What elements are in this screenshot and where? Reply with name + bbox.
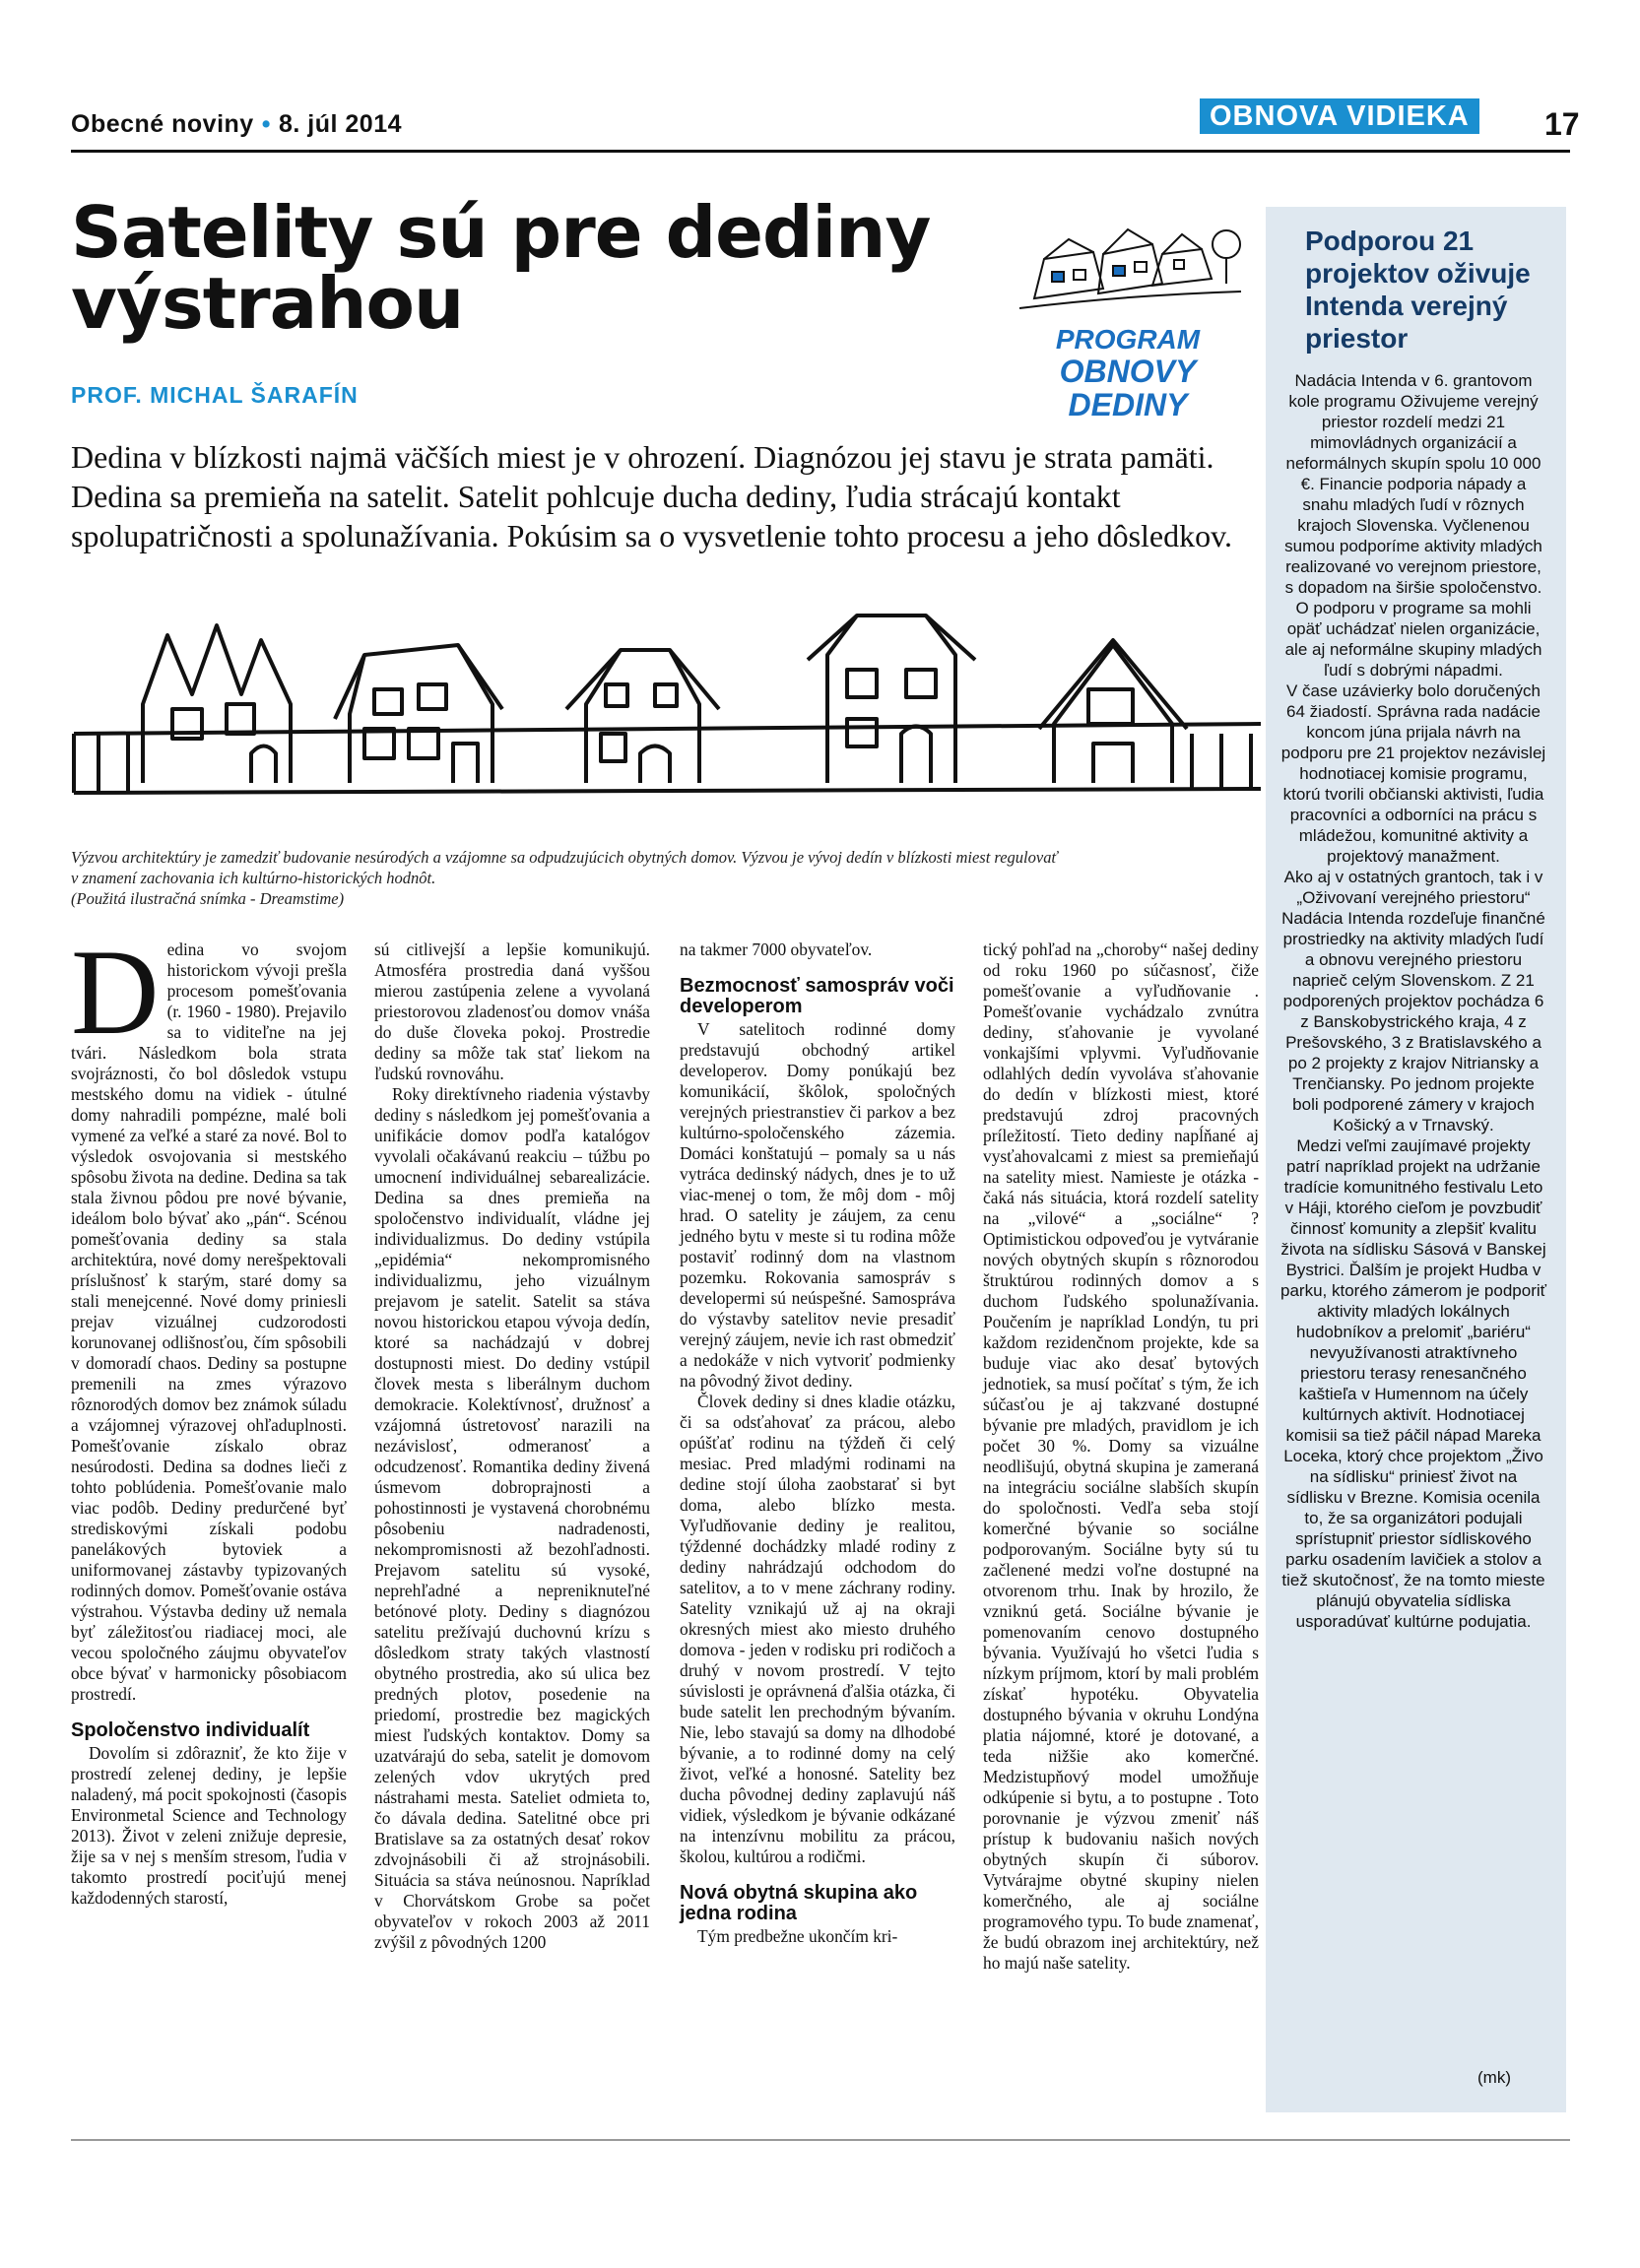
- sidebar-paragraph: Nadácia Intenda v 6. grantovom kole programu Oživujeme verejný priestor rozdelí medzi 21 mimovládnych organizácií a neformálnych skupín spolu 10 000 €. Financie podporia nápady a snahu mladých ľudí v rôznych krajoch Slovenska. Vyčlenenou sumou podporíme aktivity mladých realizované vo verejnom priestore, s dopadom na širšie spoločenstvo. O podporu v programe sa mohli opäť uchádzať nielen organizácie, ale aj neformálne skupiny mladých ľudí s dobrými nápadmi.: [1284, 371, 1542, 680]
- subheading-nova-obytna-skupina: Nová obytná skupina ako jedna rodina: [680, 1882, 918, 1924]
- sidebar-paragraph: Ako aj v ostatných grantoch, tak i v „Oživovaní verejného priestoru“ Nadácia Intenda rozdeľuje finančné prostriedky na aktivity mladých ľudí a obnovu verejného priestoru naprieč celým Slovenskom. Z 21 podporených projektov pochádza 6 z Banskobystrického kraja, 4 z Prešovského, 3 z Bratislavského a po 2 projekty z krajov Nitriansky a Trenčiansky. Po jednom projekte boli podporené zámery v krajoch Košický a v Trnavský.: [1281, 868, 1545, 1134]
- houses-illustration: [69, 596, 1266, 817]
- article-paragraph: Dedina vo svojom historickom vývoji prešla procesom pomešťovania (r. 1960 - 1980). Prejavilo sa to viditeľne na jej tvári. Následkom bola strata svojráznosti, čo bol dôsledok vstupu mestského domu na vidiek - útulné domy nahradili pompézne, malé boli vymené za veľké a staré za nové. Bol to výsledok osvojovania si mestského spôsobu života na dedine. Dedina sa tak stala živnou pôdou pre nové bývanie, ideálom bolo bývať ako „pán“. Scénou pomešťovania dediny sa stala architektúra, nové domy nerešpektovali príslušnosť k starým, staré domy sa stali menejcenné. Nové domy priniesli prejav vizuálnej cudzorodosti korunovanej odlišnosťou, čím spôsobili v domoradí chaos. Dediny sa postupne premenili na zmes výrazovo rôznorodých domov bez známok súladu a vzájomnej výrazovej ohľaduplnosti. Pomešťovanie získalo obraz nesúrodosti. Dedina sa dodnes lieči z tohto poblúdenia. Pomešťovanie malo viac podôb. Dediny predurčené byť strediskovými získali podobu panelákových bytoviek a uniformovanej zástavby typizovaných rodinných domov. Pomešťovanie ostáva výstrahou. Výstavba dediny už nemala byť záležitosťou riadiacej moci, ale vecou spoločného záujmu obyvateľov obce bývať v harmonicky pôsobiacom prostredí.: [71, 925, 347, 1704]
- issue-date: 8. júl 2014: [278, 110, 403, 138]
- drop-cap: D: [71, 925, 160, 1060]
- article-title-line-2: výstrahou: [71, 262, 464, 345]
- caption-credit: (Použitá ilustračná snímka - Dreamstime): [71, 889, 345, 908]
- article-column-3: [680, 940, 955, 1947]
- article-title-line-1: Satelity sú pre dediny: [71, 191, 931, 274]
- village-houses-logo-icon: [1005, 215, 1251, 328]
- header-rule: [71, 150, 1570, 153]
- article-paragraph: Tým predbežne ukončím kri-: [697, 1926, 898, 1946]
- footer-rule: [71, 2139, 1570, 2141]
- sidebar-paragraph: V čase uzávierky bolo doručených 64 žiadostí. Správna rada nadácie koncom júna prijala návrh na podporu pre 21 projektov nezávislej hodnotiacej komisie programu, ktorú tvorili občianski aktivisti, ľudia pracovníci a odborníci na prácu s mládežou, komunitné aktivity a projektový manažment.: [1280, 681, 1546, 866]
- article-column-1: [71, 925, 347, 1909]
- caption-line-1: Výzvou architektúry je zamedziť budovanie nesúrodých a vzájomne sa odpudzujúcich obytných domov. Výzvou je vývoj dedín v blízkosti miest regulovať: [71, 848, 1058, 867]
- article-paragraph: na takmer 7000 obyvateľov.: [680, 940, 873, 959]
- sidebar-title: Podporou 21 projektov oživuje Intenda verejný priestor: [1305, 226, 1531, 354]
- subheading-spolocenstvo: Spoločenstvo individualít: [71, 1719, 310, 1741]
- article-column-2: [374, 940, 650, 1953]
- sidebar-body: [1280, 370, 1546, 1632]
- logo-text-obnovy-dediny: OBNOVY DEDINY: [1059, 354, 1197, 422]
- article-title: [71, 191, 957, 345]
- article-author: PROF. MICHAL ŠARAFÍN: [71, 382, 359, 408]
- section-label: OBNOVA VIDIEKA: [1200, 98, 1479, 134]
- caption-line-2: v znamení zachovania ich kultúrno-historických hodnôt.: [71, 869, 436, 887]
- article-column-4: [983, 940, 1259, 1974]
- page-number: 17: [1544, 106, 1580, 142]
- article-paragraph: Roky direktívneho riadenia výstavby dediny s následkom jej pomešťovania a unifikácie domov podľa katalógov vyvolali očakávanú reakciu – túžbu po umocnení individuálnej sebarealizácie. Dedina sa dnes premieňa na spoločenstvo individualít, vládne jej individualizmus. Do dediny vstúpila „epidémia“ nekompromisného individualizmu, jeho vizuálnym prejavom je satelit. Satelit sa stáva novou historickou etapou vývoja dedín, ktoré sa nachádzajú v dobrej dostupnosti miest. Do dediny vstúpil človek mesta s liberálnym duchom demokracie. Kolektívnosť, družnosť a vzájomná ústretovosť narazili na nezávislosť, odmeranosť a odcudzenosť. Romantika dediny živená úsmevom dobroprajnosti a pohostinnosti je vystavená chorobnému pôsobeniu nadradenosti, nekompromisnosti až bezohľadnosti. Prejavom satelitu sú vysoké, neprehľadné a nepreniknuteľné betónové ploty. Dediny s diagnózou satelitu prežívajú duchovnú krízu s dôsledkom straty takých vlastností obytného prostredia, ako sú ulica bez predných plotov, posedenie na priedomí, prostredie bez magických miest ľudských kontaktov. Domy sa uzatvárajú do seba, satelit je domovom zelených vdov ukrytých pred nástrahami mesta. Sateliet odmieta to, čo dávala dedina. Satelitné obce pri Bratislave sa za ostatných desať rokov zdvojnásobili či až strojnásobili. Situácia sa stáva neúnosnou. Napríklad v Chorvátskom Grobe sa počet obyvateľov v rokoch 2003 až 2011 zvýšil z pôvodných 1200: [374, 1084, 650, 1952]
- sidebar-paragraph: Medzi veľmi zaujímavé projekty patrí napríklad projekt na udržanie tradície komunitného festivalu Leto v Háji, ktorého cieľom je povzbudiť činnosť komunity a zlepšiť kvalitu života na sídlisku Sásová v Banskej Bystrici. Ďalším je projekt Hudba v parku, ktorého zámerom je podporiť aktivity mladých lokálnych hudobníkov a prelomiť „bariéru“ nevyužívanosti atraktívneho priestoru terasy renesančného kaštieľa v Humennom na účely kultúrnych aktivít. Hodnotiacej komisii sa tiež páčil nápad Mareka Loceka, ktorý chce projektom „Živo na sídlisku“ priniesť život na sídlisku v Brezne. Komisia ocenila to, že sa organizátori podujali sprístupniť priestor sídliskového parku osadením lavičiek a stolov a tiež skutočnosť, že na tomto mieste plánujú obyvatelia sídliska usporadúvať kultúrne podujatia.: [1280, 1136, 1547, 1631]
- article-paragraph: tický pohľad na „choroby“ našej dediny od roku 1960 po súčasnosť, čiže pomešťovanie a vyľudňovanie . Pomešťovanie vychádzalo zvnútra dediny, sťahovanie je vyvolané vonkajšími vplyvmi. Vyľudňovanie odlahlých dedín vyvoláva sťahovanie do dedín v blízkosti miest, ktoré predstavujú zdroj pracovných príležitostí. Tieto dediny napĺňané aj vysťahovalcami z miest sa premieňajú na satelity miest. Namieste je otázka - čaká nás situácia, ktorá rozdelí satelity na „vilové“ a „sociálne“ ? Optimistickou odpoveďou je vytváranie nových obytných skupín s rôznorodou štruktúrou rodinných domov a s duchom ľudského spolunažívania. Poučením je napríklad Londýn, tu pri každom rezidenčnom projekte, kde sa buduje viac ako desať bytových jednotiek, sa musí počítať s tým, že ich súčasťou je aj takzvané dostupné bývanie pre mladých, pravidlom je ich počet 30 %. Domy sa vizuálne neodlišujú, obytná skupina je zameraná na integráciu sociálne slabších skupín do spoločnosti. Vedľa seba stojí komerčné bývanie so sociálne podporovaným. Sociálne byty sú tu začlenené medzi voľne dostupné na otvorenom trhu. Inak by hrozilo, že vzniknú getá. Sociálne bývanie je pomenovaním cenovo dostupného bývania. Využívajú ho všetci ľudia s nízkym príjmom, ktorí by mali problém získať hypotéku. Obyvatelia dostupného bývania v okruhu Londýna platia nájomné, ktoré je dotované, a teda nižšie ako komerčné. Medzistupňový model umožňuje odkúpenie si bytu, a to postupne . Toto porovnanie je výzvou zmeniť náš prístup k budovaniu našich nových obytných skupín či súborov. Vytvárajme obytné skupiny nielen komerčného, ale aj sociálne programového typu. To bude znamenať, že budú obrazom inej architektúry, než ho majú naše satelity.: [983, 940, 1259, 1973]
- article-lead: Dedina v blízkosti najmä väčších miest je v ohrození. Diagnózou jej stavu je strata pamäti. Dedina sa premieňa na satelit. Satelit pohlcuje ducha dediny, ľudia strácajú kontakt spolupatričnosti a spolunažívania. Pokúsim sa o vysvetlenie tohto procesu a jeho dôsledkov.: [71, 439, 1233, 553]
- sidebar-signature: (mk): [1477, 2068, 1511, 2087]
- logo-text-program: PROGRAM: [1055, 324, 1201, 355]
- article-paragraph: Dovolím si zdôrazniť, že kto žije v prostredí zelenej dediny, je lepšie naladený, má pocit spokojnosti (časopis Environmetal Science and Technology 2013). Život v zeleni znižuje depresie, žije sa v nej s menším stresom, ľudia v takomto prostredí pociťujú menej každodenných starostí,: [71, 1743, 347, 1908]
- publication-name: Obecné noviny: [71, 110, 254, 138]
- article-paragraph: Človek dediny si dnes kladie otázku, či sa odsťahovať za prácou, alebo opúšťať rodinu na týždeň či celý mesiac. Pred mladými rodinami na dedine stojí úloha zaobstarať si byt doma, alebo blízko mesta. Vyľudňovanie dediny je realitou, týždenné dochádzky mladé rodiny z dediny nahrádzajú odchodom do satelitov, a to v mene záchrany rodiny. Satelity vznikajú už aj na okraji okresných miest ako miesto druhého domova - jeden v rodisku pri rodičoch a druhý v novom prostredí. V tejto súvislosti je oprávnená ďalšia otázka, či bude satelit len prechodným bývaním. Nie, lebo stavajú sa domy na dlhodobé bývanie, a to rodinné domy na celý život, veľké a honosné. Satelity bez ducha pôvodnej dediny zaplavujú náš vidiek, výsledkom je bývanie odkázané na intenzívnu mobilitu za prácou, školou, kultúrou a rodičmi.: [680, 1392, 955, 1866]
- article-paragraph: sú citlivejší a lepšie komunikujú. Atmosféra prostredia daná vyššou mierou zastúpenia zelene a vyvolaná priestorovou zladenosťou domov vnáša do duše človeka pokoj. Prostredie dediny sa môže tak stať liekom na ľudskú rovnováhu.: [374, 940, 650, 1083]
- masthead: [71, 110, 402, 139]
- subheading-bezmocnost: Bezmocnosť samospráv voči developerom: [680, 975, 954, 1017]
- image-caption: [71, 847, 1268, 909]
- program-logo: [1005, 215, 1251, 422]
- article-paragraph: V satelitoch rodinné domy predstavujú obchodný artikel developerov. Domy ponúkajú bez komunikácií, škôlok, spoločných verejných priestranstiev či parkov a bez kultúrno-spoločenského zázemia. Domáci konštatujú – pomaly sa u nás vytráca dedinský nádych, dnes je to už viac-menej o tom, že môj dom - môj hrad. O satelity je záujem, za cenu jedného bytu v meste si tu rodina môže postaviť rodinný dom na vlastnom pozemku. Rokovania samospráv s developermi sú neúspešné. Samospráva do výstavby satelitov nevie presadiť verejný záujem, nevie ich rast obmedziť a nedokáže v nich vytvoriť podmienky na pôvodný život dediny.: [680, 1019, 955, 1391]
- row-of-houses-sketch-icon: [69, 596, 1266, 817]
- separator-dot: •: [261, 110, 271, 138]
